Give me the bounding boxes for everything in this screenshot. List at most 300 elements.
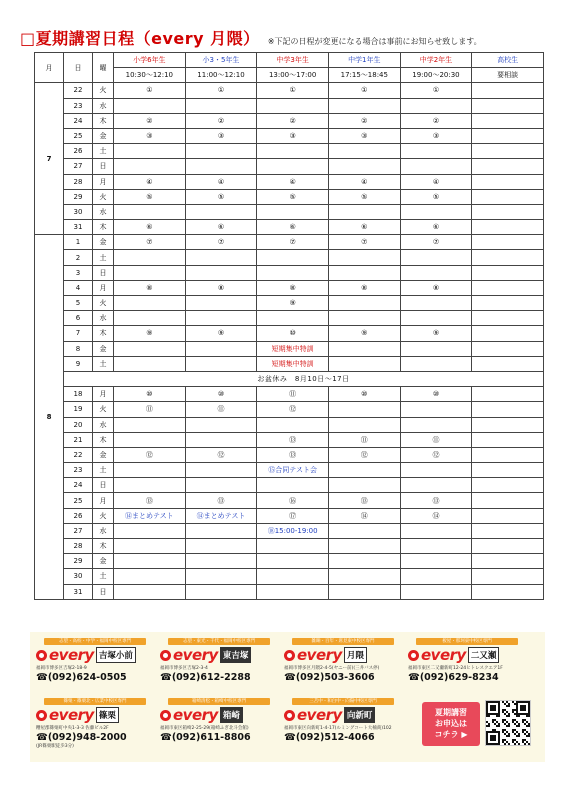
schedule-row — [35, 296, 544, 311]
class-session-cell — [472, 326, 544, 341]
class-session-cell — [114, 539, 186, 554]
class-session-cell — [185, 539, 257, 554]
class-session-cell — [400, 159, 472, 174]
weekday-cell: 月 — [93, 493, 114, 508]
class-session-cell: ⑤ — [114, 189, 186, 204]
schedule-row — [35, 159, 544, 174]
class-session-cell: ⑬ — [328, 493, 400, 508]
school-address: 福岡市東区向新町1-4-17(ルミングコート大楠商)102 — [284, 726, 392, 731]
day-cell: 1 — [64, 235, 93, 250]
weekday-cell: 金 — [93, 554, 114, 569]
class-session-cell — [400, 523, 472, 538]
class-session-cell: ⑭まとめテスト — [185, 508, 257, 523]
grade-name: 小学6年生 — [114, 53, 186, 68]
brand-mark-icon — [36, 650, 47, 661]
class-session-cell: ③ — [185, 128, 257, 143]
brand-mark-icon — [408, 650, 419, 661]
class-session-cell: ⑧ — [328, 280, 400, 295]
class-session-cell: ⑦ — [400, 235, 472, 250]
schedule-row — [35, 554, 544, 569]
school-card — [36, 638, 154, 694]
school-logo — [160, 647, 278, 663]
class-session-cell — [328, 523, 400, 538]
class-session-cell: ⑬ — [114, 493, 186, 508]
class-session-cell — [257, 311, 329, 326]
school-address: 福岡市東区二又瀬新町12-24ヒトレスクエア1F — [408, 666, 503, 671]
class-session-cell: ⑩ — [114, 387, 186, 402]
schedule-row — [35, 402, 544, 417]
class-session-cell — [328, 463, 400, 478]
schedule-row — [35, 235, 544, 250]
school-card — [408, 638, 526, 694]
class-session-cell — [400, 250, 472, 265]
day-cell: 26 — [64, 508, 93, 523]
class-session-cell — [472, 280, 544, 295]
school-logo — [284, 707, 402, 723]
grade-time: 11:00〜12:10 — [185, 68, 257, 83]
school-phone: ☎(092)503-3606 — [284, 672, 375, 683]
class-session-cell — [257, 98, 329, 113]
class-session-cell — [400, 584, 472, 599]
class-session-cell — [472, 417, 544, 432]
school-category-label: 志望・東光・千代・福岡中校区専門 — [168, 638, 270, 645]
schedule-row — [35, 128, 544, 143]
school-phone: ☎(092)629-8234 — [408, 672, 499, 683]
class-session-cell — [400, 296, 472, 311]
schedule-row — [35, 174, 544, 189]
class-session-cell — [400, 539, 472, 554]
day-cell: 29 — [64, 554, 93, 569]
class-session-cell: ⑫ — [257, 402, 329, 417]
class-session-cell: ⑪ — [400, 432, 472, 447]
weekday-cell: 水 — [93, 98, 114, 113]
class-session-cell — [114, 250, 186, 265]
schedule-row — [35, 356, 544, 371]
school-card — [36, 698, 154, 754]
class-session-cell: ④ — [400, 174, 472, 189]
class-session-cell: ⑪ — [185, 402, 257, 417]
class-session-cell — [472, 341, 544, 356]
brand-name: every — [297, 706, 342, 724]
class-session-cell — [472, 265, 544, 280]
school-phone: ☎(092)624-0505 — [36, 672, 127, 683]
class-session-cell — [472, 584, 544, 599]
class-session-cell: ② — [257, 113, 329, 128]
class-session-cell — [114, 204, 186, 219]
class-session-cell: ⑭まとめテスト — [114, 508, 186, 523]
class-session-cell: ④ — [328, 174, 400, 189]
class-session-cell — [472, 387, 544, 402]
weekday-cell: 木 — [93, 326, 114, 341]
page-title: □夏期講習日程（every 月隈） — [20, 29, 260, 48]
school-name: 箱崎 — [220, 707, 243, 723]
class-session-cell — [328, 250, 400, 265]
class-session-cell: ① — [114, 83, 186, 98]
class-session-cell — [472, 402, 544, 417]
class-session-cell: ② — [328, 113, 400, 128]
class-session-cell: ⑫ — [328, 447, 400, 462]
weekday-cell: 火 — [93, 402, 114, 417]
schedule-row — [35, 280, 544, 295]
class-session-cell — [114, 98, 186, 113]
class-session-cell — [328, 554, 400, 569]
header-weekday: 曜 — [93, 53, 114, 83]
class-session-cell — [185, 569, 257, 584]
weekday-cell: 水 — [93, 417, 114, 432]
class-session-cell: ⑨ — [257, 296, 329, 311]
school-address: 福岡市博多区吉塚2-18-9 — [36, 666, 87, 671]
class-session-cell — [400, 311, 472, 326]
class-session-cell — [400, 554, 472, 569]
class-session-cell — [472, 113, 544, 128]
class-session-cell — [472, 356, 544, 371]
schedule-row — [35, 341, 544, 356]
class-session-cell — [472, 432, 544, 447]
class-session-cell — [472, 569, 544, 584]
class-session-cell — [114, 296, 186, 311]
class-session-cell — [185, 265, 257, 280]
class-session-cell — [472, 159, 544, 174]
schedule-row — [35, 584, 544, 599]
class-session-cell: ⑪ — [257, 387, 329, 402]
header-day: 日 — [64, 53, 93, 83]
class-session-cell — [472, 235, 544, 250]
grade-time: 13:00〜17:00 — [257, 68, 329, 83]
class-session-cell — [472, 539, 544, 554]
class-session-cell: ⑥ — [185, 220, 257, 235]
class-session-cell — [328, 569, 400, 584]
class-session-cell — [472, 478, 544, 493]
class-session-cell — [257, 265, 329, 280]
day-cell: 25 — [64, 128, 93, 143]
weekday-cell: 土 — [93, 356, 114, 371]
day-cell: 5 — [64, 296, 93, 311]
class-session-cell: ⑥ — [400, 220, 472, 235]
grade-name: 中学3年生 — [257, 53, 329, 68]
schedule-row — [35, 463, 544, 478]
schedule-row — [35, 417, 544, 432]
school-logo — [36, 647, 154, 663]
class-session-cell: ⑧ — [185, 280, 257, 295]
school-phone: ☎(092)512-4066 — [284, 732, 375, 743]
schedule-row — [35, 250, 544, 265]
schedule-row — [35, 189, 544, 204]
class-session-cell: ⑫ — [185, 447, 257, 462]
class-session-cell: ⑧ — [114, 280, 186, 295]
school-name: 向新町 — [344, 707, 376, 723]
holiday-row — [35, 371, 544, 386]
class-session-cell — [400, 265, 472, 280]
class-session-cell: ⑦ — [114, 235, 186, 250]
grade-name: 小3・5年生 — [185, 53, 257, 68]
day-cell: 24 — [64, 113, 93, 128]
weekday-cell: 水 — [93, 311, 114, 326]
school-card — [160, 698, 278, 754]
schedule-row — [35, 387, 544, 402]
class-session-cell — [328, 98, 400, 113]
class-session-cell: ⑬ — [257, 432, 329, 447]
school-name: 吉塚小前 — [96, 647, 136, 663]
school-category-label: 雑餉・百年・席見東中校区専門 — [292, 638, 394, 645]
school-name: 二又瀬 — [468, 647, 500, 663]
class-session-cell: ③ — [400, 128, 472, 143]
school-card — [284, 698, 402, 754]
class-session-cell — [257, 144, 329, 159]
school-phone: ☎(092)612-2288 — [160, 672, 251, 683]
school-address: 糟屋郡篠栗町中央1-3-3 佐藤ビル2F — [36, 726, 109, 731]
school-name: 月隈 — [344, 647, 367, 663]
grade-time: 19:00〜20:30 — [400, 68, 472, 83]
class-session-cell — [257, 159, 329, 174]
brand-name: every — [297, 646, 342, 664]
class-session-cell — [257, 250, 329, 265]
header-month: 月 — [35, 53, 64, 83]
day-cell: 27 — [64, 159, 93, 174]
class-session-cell: ⑪ — [328, 432, 400, 447]
day-cell: 18 — [64, 387, 93, 402]
class-session-cell — [400, 144, 472, 159]
day-cell: 22 — [64, 447, 93, 462]
weekday-cell: 日 — [93, 265, 114, 280]
weekday-cell: 金 — [93, 128, 114, 143]
brand-mark-icon — [160, 710, 171, 721]
day-cell: 21 — [64, 432, 93, 447]
day-cell: 31 — [64, 584, 93, 599]
class-session-cell: ⑮合同テスト会 — [257, 463, 329, 478]
school-directory — [30, 632, 545, 762]
class-session-cell — [472, 144, 544, 159]
class-session-cell — [114, 417, 186, 432]
class-session-cell — [257, 554, 329, 569]
class-session-cell — [257, 569, 329, 584]
weekday-cell: 水 — [93, 523, 114, 538]
class-session-cell — [328, 341, 400, 356]
brand-name: every — [421, 646, 466, 664]
school-access-note: (JR篠栗駅徒歩3分) — [36, 744, 74, 749]
class-session-cell — [185, 523, 257, 538]
class-session-cell: ⑤ — [328, 189, 400, 204]
class-session-cell — [114, 584, 186, 599]
school-phone: ☎(092)948-2000 — [36, 732, 127, 743]
class-session-cell — [400, 417, 472, 432]
class-session-cell: ⑭ — [400, 508, 472, 523]
class-session-cell: ① — [257, 83, 329, 98]
class-session-cell: ⑧ — [257, 280, 329, 295]
class-session-cell — [472, 204, 544, 219]
school-logo — [408, 647, 526, 663]
day-cell: 7 — [64, 326, 93, 341]
month-cell: 7 — [35, 83, 64, 235]
day-cell: 24 — [64, 478, 93, 493]
day-cell: 26 — [64, 144, 93, 159]
class-session-cell: ① — [328, 83, 400, 98]
class-session-cell: ⑩ — [328, 387, 400, 402]
schedule-row — [35, 447, 544, 462]
schedule-table — [34, 52, 544, 600]
class-session-cell: ⑫ — [400, 447, 472, 462]
brand-name: every — [173, 706, 218, 724]
school-address: 福岡市博多区吉塚2-3-4 — [160, 666, 208, 671]
class-session-cell: ④ — [185, 174, 257, 189]
class-session-cell — [114, 159, 186, 174]
class-session-cell: ③ — [257, 128, 329, 143]
schedule-row — [35, 204, 544, 219]
class-session-cell — [257, 417, 329, 432]
class-session-cell — [328, 159, 400, 174]
obon-holiday-note: お盆休み 8月10日〜17日 — [64, 371, 544, 386]
class-session-cell: ⑨ — [185, 326, 257, 341]
brand-name: every — [173, 646, 218, 664]
class-session-cell — [400, 463, 472, 478]
month-cell: 8 — [35, 235, 64, 600]
class-session-cell — [328, 356, 400, 371]
grade-name: 中学2年生 — [400, 53, 472, 68]
school-logo — [284, 647, 402, 663]
class-session-cell — [472, 493, 544, 508]
class-session-cell — [257, 478, 329, 493]
class-session-cell: ⑦ — [185, 235, 257, 250]
schedule-change-note: ※下記の日程が変更になる場合は事前にお知らせ致します。 — [267, 37, 482, 46]
day-cell: 9 — [64, 356, 93, 371]
class-session-cell: ⑯ — [257, 493, 329, 508]
school-category-label: 箱崎清松・箱崎中校区専門 — [168, 698, 270, 705]
class-session-cell — [472, 174, 544, 189]
weekday-cell: 土 — [93, 569, 114, 584]
school-category-label: 三苫中・和白中・向陽中校区専門 — [292, 698, 394, 705]
class-session-cell — [114, 265, 186, 280]
class-session-cell — [472, 447, 544, 462]
schedule-row — [35, 220, 544, 235]
class-session-cell — [472, 296, 544, 311]
class-session-cell: ⑩ — [257, 326, 329, 341]
class-session-cell — [185, 204, 257, 219]
class-session-cell: ① — [400, 83, 472, 98]
weekday-cell: 火 — [93, 508, 114, 523]
school-address: 福岡市博多区月隈2-4-5(ヤニー前)(三井バス停) — [284, 666, 380, 671]
weekday-cell: 土 — [93, 144, 114, 159]
school-name: 東吉塚 — [220, 647, 252, 663]
class-session-cell: ⑤ — [257, 189, 329, 204]
class-session-cell — [185, 144, 257, 159]
schedule-row — [35, 432, 544, 447]
schedule-row — [35, 539, 544, 554]
day-cell: 19 — [64, 402, 93, 417]
qr-code-icon[interactable] — [485, 700, 531, 746]
class-session-cell: ⑥ — [328, 220, 400, 235]
class-session-cell: ① — [185, 83, 257, 98]
class-session-cell — [185, 159, 257, 174]
class-session-cell — [257, 584, 329, 599]
school-category-label: 篠栗・篠栗北・広業中校区専門 — [44, 698, 146, 705]
class-session-cell: ⑨ — [114, 326, 186, 341]
day-cell: 4 — [64, 280, 93, 295]
weekday-cell: 水 — [93, 204, 114, 219]
class-session-cell — [400, 98, 472, 113]
class-session-cell — [185, 554, 257, 569]
class-session-cell — [114, 523, 186, 538]
class-session-cell — [185, 311, 257, 326]
weekday-cell: 木 — [93, 220, 114, 235]
weekday-cell: 日 — [93, 584, 114, 599]
class-session-cell: ② — [114, 113, 186, 128]
grade-time: 17:15〜18:45 — [328, 68, 400, 83]
class-session-cell — [185, 584, 257, 599]
class-session-cell — [328, 539, 400, 554]
class-session-cell — [328, 584, 400, 599]
class-session-cell: ④ — [257, 174, 329, 189]
schedule-row — [35, 508, 544, 523]
class-session-cell — [472, 508, 544, 523]
class-session-cell: ⑬ — [400, 493, 472, 508]
class-session-cell — [400, 402, 472, 417]
school-card — [160, 638, 278, 694]
class-session-cell: ⑥ — [257, 220, 329, 235]
day-cell: 6 — [64, 311, 93, 326]
class-session-cell: ④ — [114, 174, 186, 189]
day-cell: 29 — [64, 189, 93, 204]
weekday-cell: 月 — [93, 174, 114, 189]
schedule-row — [35, 523, 544, 538]
weekday-cell: 日 — [93, 159, 114, 174]
apply-button-text: 夏期講習 — [435, 708, 467, 717]
class-session-cell — [114, 554, 186, 569]
class-session-cell — [114, 463, 186, 478]
class-session-cell — [328, 402, 400, 417]
grade-name: 高校生 — [472, 53, 544, 68]
brand-name: every — [49, 646, 94, 664]
class-session-cell — [185, 432, 257, 447]
class-session-cell — [328, 144, 400, 159]
school-category-label: 志望・高校・中学・福岡中校区専門 — [44, 638, 146, 645]
class-session-cell — [328, 204, 400, 219]
class-session-cell — [472, 128, 544, 143]
brand-mark-icon — [284, 650, 295, 661]
class-session-cell: ⑱15:00-19:00 — [257, 523, 329, 538]
class-session-cell: ⑫ — [114, 447, 186, 462]
class-session-cell — [185, 250, 257, 265]
class-session-cell — [257, 539, 329, 554]
class-session-cell — [472, 220, 544, 235]
class-session-cell — [185, 98, 257, 113]
weekday-cell: 日 — [93, 478, 114, 493]
weekday-cell: 火 — [93, 83, 114, 98]
day-cell: 23 — [64, 98, 93, 113]
class-session-cell: ⑰ — [257, 508, 329, 523]
apply-button-text: お申込は — [435, 719, 467, 728]
class-session-cell — [328, 311, 400, 326]
schedule-row — [35, 265, 544, 280]
class-session-cell — [472, 250, 544, 265]
school-phone: ☎(092)611-8806 — [160, 732, 251, 743]
schedule-row — [35, 113, 544, 128]
class-session-cell: ③ — [114, 128, 186, 143]
brand-mark-icon — [284, 710, 295, 721]
class-session-cell — [472, 189, 544, 204]
weekday-cell: 火 — [93, 296, 114, 311]
school-logo — [160, 707, 278, 723]
weekday-cell: 火 — [93, 189, 114, 204]
brand-name: every — [49, 706, 94, 724]
class-session-cell — [185, 341, 257, 356]
school-address: 福岡市東区箱崎2-25-29(箱崎ふぎ北斗会館) — [160, 726, 249, 731]
class-session-cell: ⑤ — [185, 189, 257, 204]
weekday-cell: 土 — [93, 463, 114, 478]
apply-button[interactable] — [422, 702, 480, 746]
class-session-cell — [185, 478, 257, 493]
school-name: 篠栗 — [96, 707, 119, 723]
schedule-row — [35, 326, 544, 341]
day-cell: 27 — [64, 523, 93, 538]
